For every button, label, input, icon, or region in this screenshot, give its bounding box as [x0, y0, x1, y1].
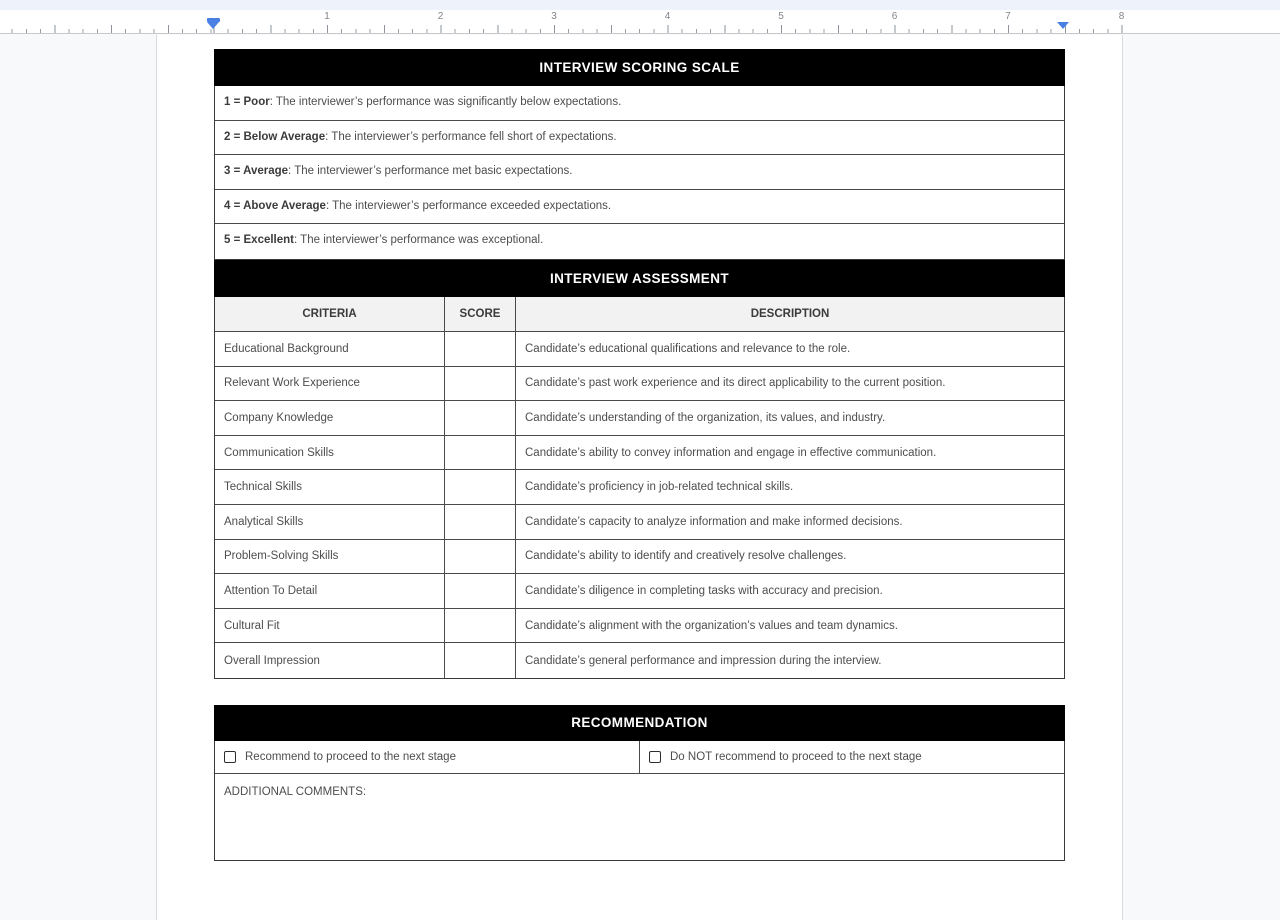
assessment-row — [215, 574, 1064, 609]
assessment-row — [215, 367, 1064, 402]
score-cell[interactable] — [445, 643, 516, 678]
description-cell: Candidate’s proficiency in job-related technical skills. — [525, 481, 794, 494]
criteria-cell: Overall Impression — [215, 643, 445, 678]
assessment-row — [215, 609, 1064, 644]
recommendation-header: RECOMMENDATION — [214, 705, 1065, 741]
scale-label: 5 = Excellent — [224, 234, 294, 247]
ruler-number: 7 — [1002, 11, 1014, 23]
scale-text: : The interviewer’s performance fell short of expectations. — [325, 130, 617, 143]
criteria-cell: Attention To Detail — [215, 574, 445, 608]
scale-row — [215, 190, 1064, 225]
scale-row — [215, 224, 1064, 259]
scale-text: : The interviewer’s performance met basic expectations. — [288, 165, 573, 178]
document-canvas — [0, 35, 1280, 920]
assessment-row — [215, 401, 1064, 436]
description-cell: Candidate’s general performance and impression during the interview. — [525, 654, 882, 667]
assessment-row — [215, 540, 1064, 575]
assessment-row — [215, 505, 1064, 540]
scale-row — [215, 121, 1064, 156]
ruler-number: 1 — [321, 11, 333, 23]
criteria-cell: Analytical Skills — [215, 505, 445, 539]
left-indent-marker-icon[interactable] — [207, 18, 220, 29]
right-indent-triangle-icon[interactable] — [1057, 22, 1069, 29]
score-cell[interactable] — [445, 505, 516, 539]
document-page — [156, 35, 1123, 920]
ruler-number: 2 — [435, 11, 447, 23]
scale-label: 1 = Poor — [224, 96, 270, 108]
assessment-row — [215, 332, 1064, 367]
ruler-number: 4 — [662, 11, 674, 23]
description-cell: Candidate’s ability to convey information and engage in effective communication. — [525, 446, 937, 459]
section-gap — [214, 679, 1065, 705]
assessment-row — [215, 470, 1064, 505]
assessment-row — [215, 643, 1064, 678]
score-cell[interactable] — [445, 401, 516, 435]
scoring-scale-header: INTERVIEW SCORING SCALE — [214, 49, 1065, 86]
not-recommend-option-label: Do NOT recommend to proceed to the next stage — [670, 750, 922, 763]
recommend-option[interactable] — [215, 741, 640, 773]
score-cell[interactable] — [445, 436, 516, 470]
scale-text: : The interviewer’s performance exceeded expectations. — [325, 199, 612, 212]
additional-comments-area[interactable] — [215, 774, 1064, 860]
criteria-cell: Company Knowledge — [215, 401, 445, 435]
scale-row — [215, 155, 1064, 190]
additional-comments-label: ADDITIONAL COMMENTS: — [224, 785, 367, 798]
assessment-header: INTERVIEW ASSESSMENT — [214, 260, 1065, 297]
score-cell[interactable] — [445, 574, 516, 608]
ruler-number: 6 — [889, 11, 901, 23]
score-cell[interactable] — [445, 540, 516, 574]
ruler-number: 8 — [1116, 11, 1128, 23]
scale-label: 2 = Below Average — [224, 130, 326, 143]
not-recommend-option[interactable] — [640, 741, 1064, 773]
recommendation-table — [214, 705, 1065, 861]
score-cell[interactable] — [445, 367, 516, 401]
app-top-strip — [0, 0, 1280, 10]
criteria-cell: Relevant Work Experience — [215, 367, 445, 401]
description-cell: Candidate’s capacity to analyze information and make informed decisions. — [525, 515, 903, 528]
score-cell[interactable] — [445, 332, 516, 366]
description-cell: Candidate’s diligence in completing tasks with accuracy and precision. — [525, 584, 883, 597]
criteria-cell: Problem-Solving Skills — [215, 540, 445, 574]
criteria-cell: Technical Skills — [215, 470, 445, 504]
scale-text: : The interviewer’s performance was exceptional. — [294, 234, 544, 247]
ruler-number: 3 — [548, 11, 560, 23]
ruler-half-inch-ticks — [0, 25, 1124, 33]
checkbox-unchecked-icon[interactable] — [649, 751, 661, 763]
column-header-description: DESCRIPTION — [750, 307, 830, 320]
scale-label: 3 = Average — [224, 165, 289, 178]
recommendation-options-row — [215, 741, 1064, 774]
scale-row — [215, 86, 1064, 121]
description-cell: Candidate’s understanding of the organization, its values, and industry. — [525, 411, 886, 424]
description-cell: Candidate’s ability to identify and creatively resolve challenges. — [525, 550, 847, 563]
criteria-cell: Communication Skills — [215, 436, 445, 470]
description-cell: Candidate’s educational qualifications and relevance to the role. — [525, 342, 851, 355]
description-cell: Candidate’s alignment with the organization’s values and team dynamics. — [525, 619, 898, 632]
description-cell: Candidate’s past work experience and its direct applicability to the current position. — [525, 377, 946, 390]
checkbox-unchecked-icon[interactable] — [224, 751, 236, 763]
scoring-scale-table — [214, 49, 1065, 260]
assessment-column-header-row — [215, 297, 1064, 332]
left-indent-triangle-icon[interactable] — [207, 22, 219, 29]
ruler-number: 5 — [775, 11, 787, 23]
scale-text: : The interviewer’s performance was significantly below expectations. — [269, 96, 622, 108]
scale-label: 4 = Above Average — [224, 199, 326, 212]
document-content — [214, 49, 1065, 861]
scoring-scale-rows — [214, 86, 1065, 260]
assessment-table — [214, 260, 1065, 679]
right-indent-marker-icon[interactable] — [1057, 22, 1070, 29]
horizontal-ruler[interactable] — [0, 10, 1280, 34]
score-cell[interactable] — [445, 609, 516, 643]
criteria-cell: Cultural Fit — [215, 609, 445, 643]
recommend-option-label: Recommend to proceed to the next stage — [245, 750, 456, 763]
recommendation-body — [214, 741, 1065, 861]
assessment-grid — [214, 297, 1065, 679]
column-header-criteria: CRITERIA — [215, 297, 445, 331]
criteria-cell: Educational Background — [215, 332, 445, 366]
column-header-score: SCORE — [445, 297, 516, 331]
assessment-row — [215, 436, 1064, 471]
score-cell[interactable] — [445, 470, 516, 504]
